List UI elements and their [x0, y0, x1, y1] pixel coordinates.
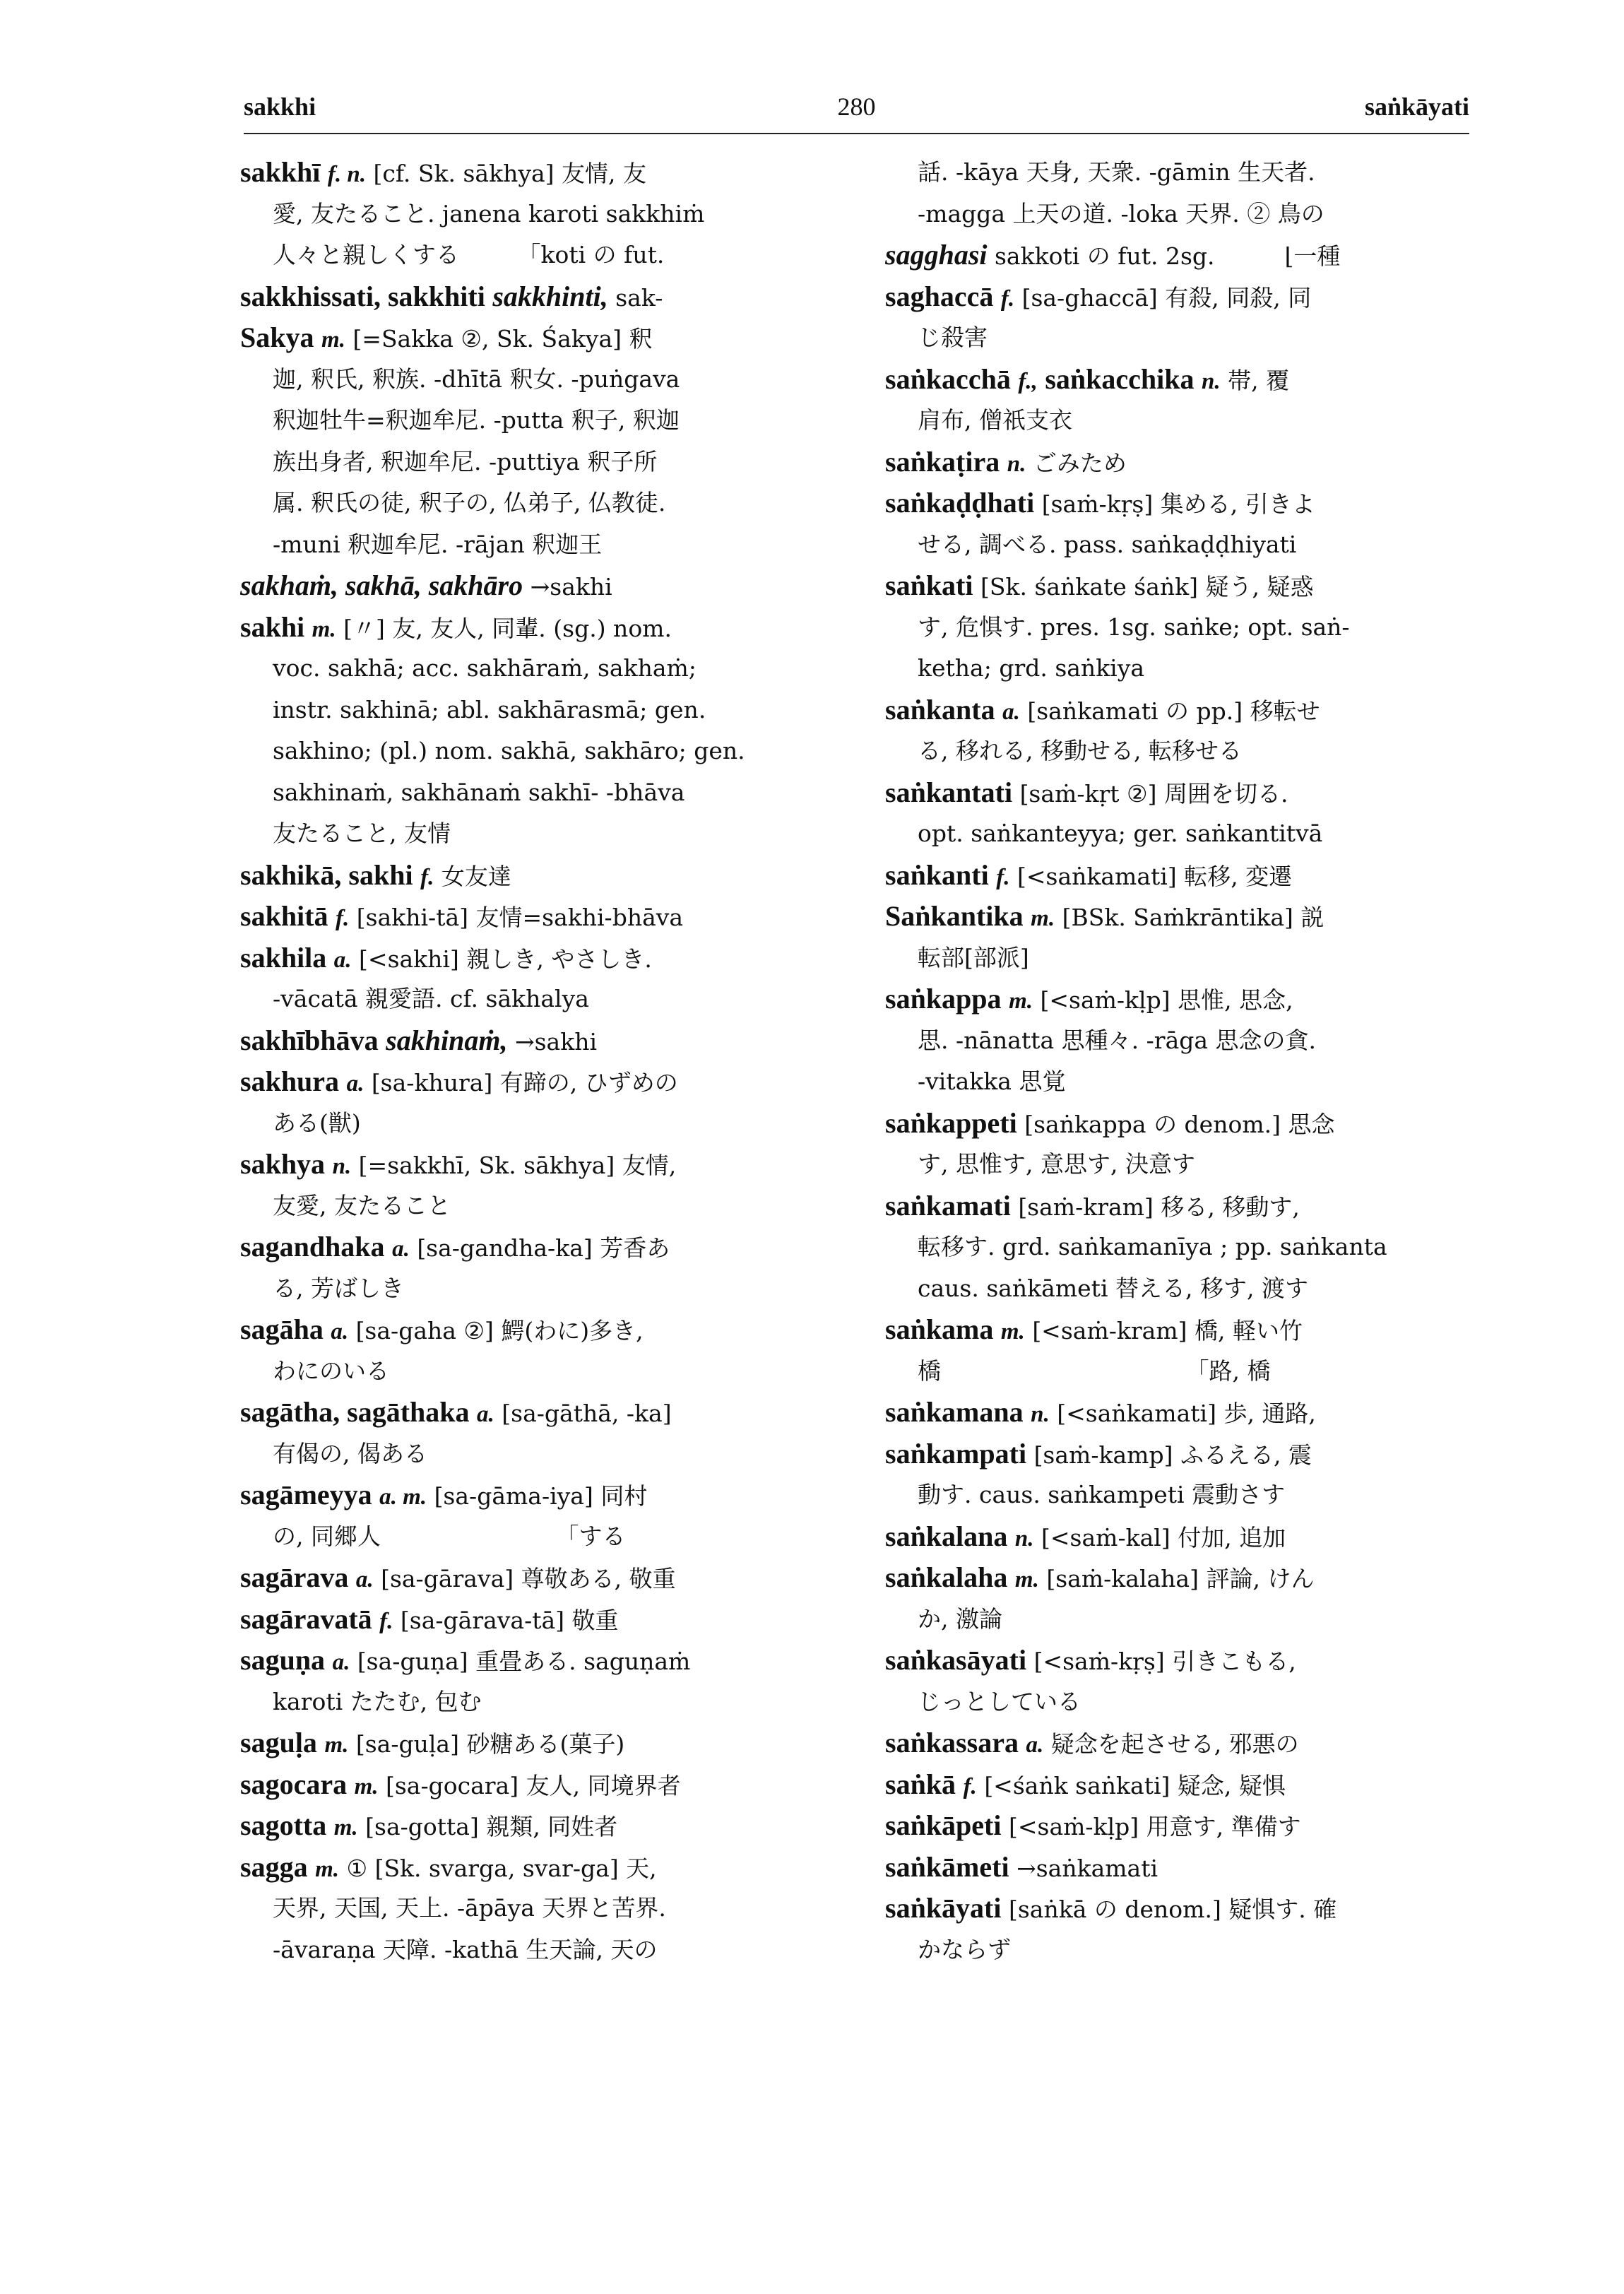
grammar-label: a. — [477, 1402, 494, 1427]
definition-text: [<saṁ-kram] 橋, 軽い竹 — [1032, 1317, 1303, 1344]
dictionary-line — [885, 607, 1471, 649]
dictionary-line — [885, 813, 1471, 855]
definition-text: voc. sakhā; acc. sakhāraṁ, sakhaṁ; — [273, 654, 697, 682]
headword: saṅkantati — [885, 776, 1013, 808]
headword: saṅkanti — [885, 858, 989, 891]
headword: sakhura — [240, 1065, 340, 1097]
dictionary-line — [885, 359, 1471, 401]
dictionary-line — [885, 772, 1471, 814]
dictionary-line — [885, 194, 1471, 235]
grammar-label: a. — [331, 1319, 349, 1344]
definition-text: [<saṁ-kal] 付加, 追加 — [1041, 1523, 1286, 1551]
headword: sagocara — [240, 1768, 348, 1800]
headword: saguḷa — [240, 1727, 317, 1758]
headword: saṅkassara — [885, 1727, 1019, 1758]
definition-text: じっとしている — [918, 1687, 1081, 1715]
dictionary-line — [240, 152, 826, 194]
definition-text: 友愛, 友たること — [273, 1191, 451, 1219]
dictionary-line — [885, 1309, 1471, 1351]
dictionary-line — [240, 1309, 826, 1351]
headword: sagandhaka — [240, 1231, 385, 1263]
left-column — [240, 152, 826, 1970]
headword: saghaccā — [885, 280, 994, 312]
headword: sakhībhāva — [240, 1024, 379, 1056]
dictionary-line — [885, 1351, 1471, 1393]
dictionary-line — [885, 1103, 1471, 1145]
definition-text: sakhinaṁ, sakhānaṁ sakhī- -bhāva — [273, 778, 685, 806]
dictionary-line — [240, 1351, 826, 1393]
dictionary-line — [240, 442, 826, 483]
dictionary-line — [240, 772, 826, 814]
definition-text: [sa-guṇa] 重畳ある. saguṇaṁ — [357, 1648, 691, 1675]
dictionary-line — [240, 276, 826, 318]
grammar-label: a. — [332, 1650, 350, 1675]
definition-text: [saṁ-kalaha] 評論, けん — [1046, 1565, 1315, 1592]
definition-text: [cf. Sk. sākhya] 友情, 友 — [373, 160, 646, 187]
definition-text: [BSk. Saṁkrāntika] 説 — [1062, 904, 1324, 931]
definition-text: →sakhi — [514, 1027, 598, 1056]
definition-text: [sa-guḷa] 砂糖ある(菓子) — [355, 1730, 625, 1758]
grammar-label: n. — [1031, 1402, 1050, 1427]
definition-text: [saṅkamati の pp.] 移転せ — [1027, 697, 1320, 725]
definition-text: -āvaraṇa 天障. -kathā 生天論, 天の — [273, 1935, 658, 1963]
headword: saṅkacchika — [1045, 362, 1195, 395]
definition-text: [<saṁ-kṛṣ] 引きこもる, — [1033, 1648, 1296, 1675]
headword: saṅkanta — [885, 693, 995, 726]
headword: sakkhissati, sakkhiti — [240, 280, 485, 312]
headword: saṅkamati — [885, 1189, 1011, 1222]
dictionary-line — [885, 855, 1471, 897]
definition-text: 疑念を起させる, 邪悪の — [1050, 1730, 1299, 1758]
definition-text: 動す. caus. saṅkampeti 震動さす — [918, 1481, 1286, 1508]
definition-text: sakkoti の fut. 2sg. ⌊一種 — [995, 242, 1341, 270]
dictionary-line — [240, 731, 826, 772]
headword: saṅkalana — [885, 1520, 1008, 1552]
grammar-label: m. — [1031, 906, 1055, 931]
headword: saṅkāmeti — [885, 1850, 1009, 1883]
grammar-label: a. — [333, 947, 352, 973]
grammar-label: m. — [1009, 988, 1033, 1014]
headword-italic: sagghasi — [885, 239, 988, 271]
definition-text: せる, 調べる. pass. saṅkaḍḍhiyati — [918, 530, 1297, 558]
dictionary-line — [885, 152, 1471, 194]
definition-text: ① [Sk. svarga, svar-ga] 天, — [346, 1854, 657, 1882]
dictionary-line — [240, 1599, 826, 1640]
dictionary-line — [885, 524, 1471, 566]
headword: saṅkati — [885, 569, 973, 601]
definition-text: [sa-gārava-tā] 敬重 — [400, 1606, 619, 1634]
dictionary-line — [885, 896, 1471, 938]
definition-text: 属. 釈氏の徒, 釈子の, 仏弟子, 仏教徒. — [273, 489, 666, 516]
definition-text: す, 思惟す, 意思す, 決意す — [918, 1150, 1195, 1178]
definition-text: opt. saṅkanteyya; ger. saṅkantitvā — [918, 820, 1323, 847]
dictionary-line — [885, 1516, 1471, 1558]
dictionary-line — [240, 194, 826, 235]
headword: sagāravatā — [240, 1602, 372, 1635]
headword: sakhi — [240, 610, 305, 643]
definition-text: 話. -kāya 天身, 天衆. -gāmin 生天者. — [918, 158, 1315, 186]
definition-text: →sakhi — [530, 573, 612, 601]
dictionary-line — [885, 938, 1471, 979]
definition-text: 釈迦牡牛=釈迦牟尼. -putta 釈子, 釈迦 — [273, 406, 680, 434]
definition-text: -muni 釈迦牟尼. -rājan 釈迦王 — [273, 530, 603, 558]
definition-text: [<śaṅk saṅkati] 疑念, 疑惧 — [984, 1771, 1286, 1799]
dictionary-line — [240, 607, 826, 649]
grammar-label: f. n. — [327, 162, 367, 187]
dictionary-line — [240, 979, 826, 1020]
dictionary-line — [240, 1268, 826, 1310]
grammar-label: f. — [996, 864, 1010, 890]
header-rule — [244, 133, 1469, 134]
definition-text: [saṅkā の denom.] 疑惧す. 確 — [1009, 1896, 1337, 1923]
dictionary-line — [885, 1681, 1471, 1723]
dictionary-line — [240, 483, 826, 524]
grammar-label: m. — [354, 1773, 379, 1799]
definition-text: 族出身者, 釈迦牟尼. -puttiya 釈子所 — [273, 447, 658, 475]
definition-text: 女友達 — [441, 862, 511, 890]
dictionary-line — [885, 690, 1471, 731]
dictionary-line — [240, 1888, 826, 1929]
definition-text: かならず — [918, 1935, 1011, 1963]
dictionary-line — [240, 1186, 826, 1227]
grammar-label: n. — [1201, 368, 1221, 394]
grammar-label: f., — [1018, 368, 1038, 394]
headword: Saṅkantika — [885, 900, 1024, 932]
headword: saṅkaṭira — [885, 445, 1000, 478]
grammar-label: m. — [312, 616, 336, 642]
grammar-label: a. — [355, 1567, 374, 1592]
headword: sagotta — [240, 1809, 327, 1841]
grammar-label: a. — [346, 1071, 364, 1096]
definition-text: [=sakkhī, Sk. sākhya] 友情, — [358, 1152, 677, 1179]
headword: sagārava — [240, 1561, 349, 1593]
headword: saṅkama — [885, 1313, 994, 1345]
definition-text: [<sakhi] 親しき, やさしき. — [359, 945, 652, 973]
headword: sakkhī — [240, 156, 321, 188]
right-column — [885, 152, 1471, 1970]
dictionary-line — [885, 1433, 1471, 1475]
headword: saṅkāyati — [885, 1892, 1002, 1924]
dictionary-line — [240, 938, 826, 979]
definition-text: 有偈の, 偈ある — [273, 1439, 427, 1467]
definition-text: sakhino; (pl.) nom. sakhā, sakhāro; gen. — [273, 737, 745, 764]
headword: sakhila — [240, 941, 327, 974]
dictionary-line — [885, 1144, 1471, 1186]
headword-italic: sakhaṁ, sakhā, sakhāro — [240, 569, 523, 601]
dictionary-line — [885, 1805, 1471, 1847]
grammar-label: m. — [1000, 1319, 1025, 1344]
grammar-label: m. — [1014, 1567, 1039, 1592]
grammar-label: m. — [324, 1732, 349, 1758]
definition-text: の, 同郷人 「する — [273, 1522, 626, 1550]
dictionary-line — [240, 1722, 826, 1764]
dictionary-line — [240, 1516, 826, 1558]
definition-text: 愛, 友たること. janena karoti sakkhiṁ — [273, 199, 705, 227]
dictionary-line — [885, 400, 1471, 442]
definition-text: か, 激論 — [918, 1604, 1002, 1633]
headword: saṅkalaha — [885, 1561, 1008, 1593]
dictionary-line — [240, 317, 826, 359]
dictionary-line — [240, 400, 826, 442]
headword: saṅkappeti — [885, 1106, 1017, 1139]
headword: saṅkaḍḍhati — [885, 487, 1035, 519]
dictionary-line — [240, 648, 826, 690]
dictionary-line — [885, 276, 1471, 318]
definition-text: sak- — [615, 283, 663, 312]
dictionary-line — [885, 442, 1471, 483]
dictionary-line — [885, 648, 1471, 690]
page-header — [244, 92, 1469, 134]
grammar-label: f. — [420, 864, 434, 890]
dictionary-line — [240, 1929, 826, 1971]
headword: sakhikā, sakhi — [240, 858, 413, 891]
header-right-guideword: saṅkāyati — [1364, 93, 1469, 121]
dictionary-line — [885, 1186, 1471, 1227]
dictionary-line — [240, 235, 826, 276]
definition-text: [sakhi-tā] 友情=sakhi-bhāva — [356, 904, 684, 931]
definition-text: [<saṅkamati] 転移, 変遷 — [1017, 862, 1293, 890]
headword: saṅkampati — [885, 1437, 1027, 1470]
dictionary-line — [885, 1847, 1471, 1888]
headword: saṅkamana — [885, 1396, 1024, 1428]
grammar-label: a. — [1026, 1732, 1044, 1758]
dictionary-line — [885, 565, 1471, 607]
grammar-label: a. — [392, 1236, 410, 1262]
dictionary-line — [240, 1474, 826, 1516]
dictionary-line — [240, 1847, 826, 1888]
definition-text: -magga 上天の道. -loka 天界. ② 鳥の — [918, 199, 1324, 227]
definition-text: [sa-gāthā, -ka] — [502, 1400, 672, 1427]
definition-text: caus. saṅkāmeti 替える, 移す, 渡す — [918, 1274, 1308, 1302]
definition-text: ごみため — [1033, 449, 1127, 477]
definition-text: [sa-gaha ②] 鰐(わに)多き, — [355, 1317, 644, 1344]
definition-text: 迦, 釈氏, 釈族. -dhītā 釈女. -puṅgava — [273, 365, 680, 393]
grammar-label: n. — [332, 1154, 352, 1179]
definition-text: instr. sakhinā; abl. sakhārasmā; gen. — [273, 695, 706, 723]
dictionary-line — [885, 1392, 1471, 1433]
headword: saṅkacchā — [885, 362, 1011, 395]
dictionary-line — [240, 524, 826, 566]
definition-text: 帯, 覆 — [1228, 366, 1290, 394]
definition-text: 思. -nānatta 思種々. -rāga 思念の貪. — [918, 1026, 1317, 1054]
headword: saṅkappa — [885, 983, 1002, 1015]
dictionary-line — [240, 690, 826, 731]
headword: saṅkasāyati — [885, 1644, 1027, 1676]
dictionary-line — [240, 1020, 826, 1062]
dictionary-line — [240, 1226, 826, 1268]
definition-text: [sa-gocara] 友人, 同境界者 — [386, 1771, 681, 1799]
grammar-label: m. — [321, 327, 345, 353]
grammar-label: a. m. — [379, 1484, 427, 1510]
grammar-label: f. — [379, 1608, 393, 1634]
definition-text: →saṅkamati — [1017, 1854, 1158, 1882]
grammar-label: f. — [336, 906, 350, 931]
definition-text: [sa-gārava] 尊敬ある, 敬重 — [381, 1565, 676, 1592]
grammar-label: f. — [963, 1773, 977, 1799]
headword-italic: sakhinaṁ, — [386, 1024, 508, 1056]
dictionary-line — [240, 1805, 826, 1847]
headword: sakhya — [240, 1148, 326, 1180]
dictionary-line — [240, 1103, 826, 1145]
definition-text: 橋 「路, 橋 — [918, 1356, 1271, 1385]
grammar-label: n. — [1007, 451, 1026, 477]
dictionary-line — [885, 1722, 1471, 1764]
dictionary-line — [885, 1929, 1471, 1971]
definition-text: 転部[部派] — [918, 943, 1029, 971]
dictionary-line — [240, 1061, 826, 1103]
dictionary-line — [240, 1392, 826, 1433]
dictionary-line — [885, 235, 1471, 276]
definition-text: [〃] 友, 友人, 同輩. (sg.) nom. — [343, 614, 672, 642]
grammar-label: n. — [1014, 1525, 1034, 1551]
dictionary-line — [885, 979, 1471, 1020]
dictionary-line — [885, 1640, 1471, 1681]
definition-text: [saṁ-kamp] ふるえる, 震 — [1033, 1441, 1312, 1469]
dictionary-line — [885, 483, 1471, 524]
dictionary-line — [885, 1764, 1471, 1806]
definition-text: [saṅkappa の denom.] 思念 — [1024, 1110, 1335, 1138]
dictionary-line — [885, 317, 1471, 359]
dictionary-line — [240, 1764, 826, 1806]
definition-text: [<saṁ-kḷp] 思惟, 思念, — [1040, 986, 1293, 1014]
definition-text: 転移す. grd. saṅkamanīya ; pp. saṅkanta — [918, 1233, 1387, 1260]
dictionary-line — [885, 1888, 1471, 1929]
definition-text: karoti たたむ, 包む — [273, 1687, 482, 1715]
definition-text: わにのいる — [273, 1356, 389, 1385]
definition-text: [saṁ-kram] 移る, 移動す, — [1018, 1193, 1300, 1221]
definition-text: [<saṁ-kḷp] 用意す, 準備す — [1009, 1813, 1301, 1840]
definition-text: [sa-khura] 有蹄の, ひずめの — [371, 1069, 678, 1096]
grammar-label: a. — [1002, 699, 1020, 725]
definition-text: [saṁ-kṛṣ] 集める, 引きよ — [1041, 490, 1315, 518]
dictionary-line — [240, 565, 826, 607]
dictionary-line — [885, 731, 1471, 772]
dictionary-line — [240, 1681, 826, 1723]
definition-text: る, 芳ばしき — [273, 1274, 404, 1302]
definition-text: 天界, 天国, 天上. -āpāya 天界と苦界. — [273, 1894, 666, 1922]
headword: sagga — [240, 1850, 308, 1883]
dictionary-line — [240, 1557, 826, 1599]
dictionary-line — [885, 1474, 1471, 1516]
definition-text: 肩布, 僧祇支衣 — [918, 406, 1072, 434]
definition-text: [sa-gandha-ka] 芳香あ — [417, 1234, 670, 1262]
headword: sagāha — [240, 1313, 324, 1345]
headword: sagāmeyya — [240, 1479, 372, 1510]
definition-text: ketha; grd. saṅkiya — [918, 654, 1145, 682]
dictionary-line — [240, 1640, 826, 1681]
definition-text: ある(獣) — [273, 1108, 361, 1137]
dictionary-line — [240, 1433, 826, 1475]
dictionary-line — [240, 1144, 826, 1186]
headword: sagātha, sagāthaka — [240, 1396, 470, 1428]
dictionary-line — [885, 1020, 1471, 1062]
page-number: 280 — [837, 93, 876, 121]
header-left-guideword: sakkhi — [244, 93, 316, 121]
headword: saṅkāpeti — [885, 1809, 1002, 1841]
dictionary-line — [885, 1061, 1471, 1103]
definition-text: [<saṅkamati] 歩, 通路, — [1057, 1400, 1316, 1427]
definition-text: [sa-ghaccā] 有殺, 同殺, 同 — [1021, 283, 1312, 312]
dictionary-line — [885, 1557, 1471, 1599]
grammar-label: f. — [1000, 285, 1015, 312]
grammar-label: m. — [315, 1856, 339, 1882]
dictionary-line — [240, 359, 826, 401]
definition-text: -vitakka 思覚 — [918, 1068, 1066, 1095]
definition-text: [=Sakka ②, Sk. Śakya] 釈 — [352, 325, 653, 353]
headword: saṅkā — [885, 1768, 956, 1800]
headword: sakhitā — [240, 900, 328, 932]
grammar-label: m. — [333, 1815, 358, 1840]
headword: saguṇa — [240, 1644, 326, 1676]
definition-text: [Sk. śaṅkate śaṅk] 疑う, 疑惑 — [980, 573, 1314, 601]
dictionary-line — [885, 1226, 1471, 1268]
headword: Sakya — [240, 321, 314, 353]
dictionary-line — [885, 1599, 1471, 1640]
definition-text: じ殺害 — [918, 324, 988, 351]
headword-italic: sakkhinti, — [492, 280, 608, 312]
dictionary-line — [240, 855, 826, 897]
definition-text: る, 移れる, 移動せる, 転移せる — [918, 737, 1242, 764]
definition-text: 人々と親しくする 「koti の fut. — [273, 241, 665, 268]
definition-text: す, 危惧す. pres. 1sg. saṅke; opt. saṅ- — [918, 613, 1350, 641]
definition-text: 友たること, 友情 — [273, 820, 451, 847]
dictionary-line — [240, 813, 826, 855]
definition-text: [sa-gāma-iya] 同村 — [434, 1482, 648, 1510]
definition-text: [sa-gotta] 親類, 同姓者 — [365, 1813, 618, 1840]
dictionary-line — [885, 1268, 1471, 1310]
dictionary-line — [240, 896, 826, 938]
definition-text: [saṁ-kṛt ②] 周囲を切る. — [1019, 779, 1288, 808]
definition-text: -vācatā 親愛語. cf. sākhalya — [273, 985, 589, 1012]
